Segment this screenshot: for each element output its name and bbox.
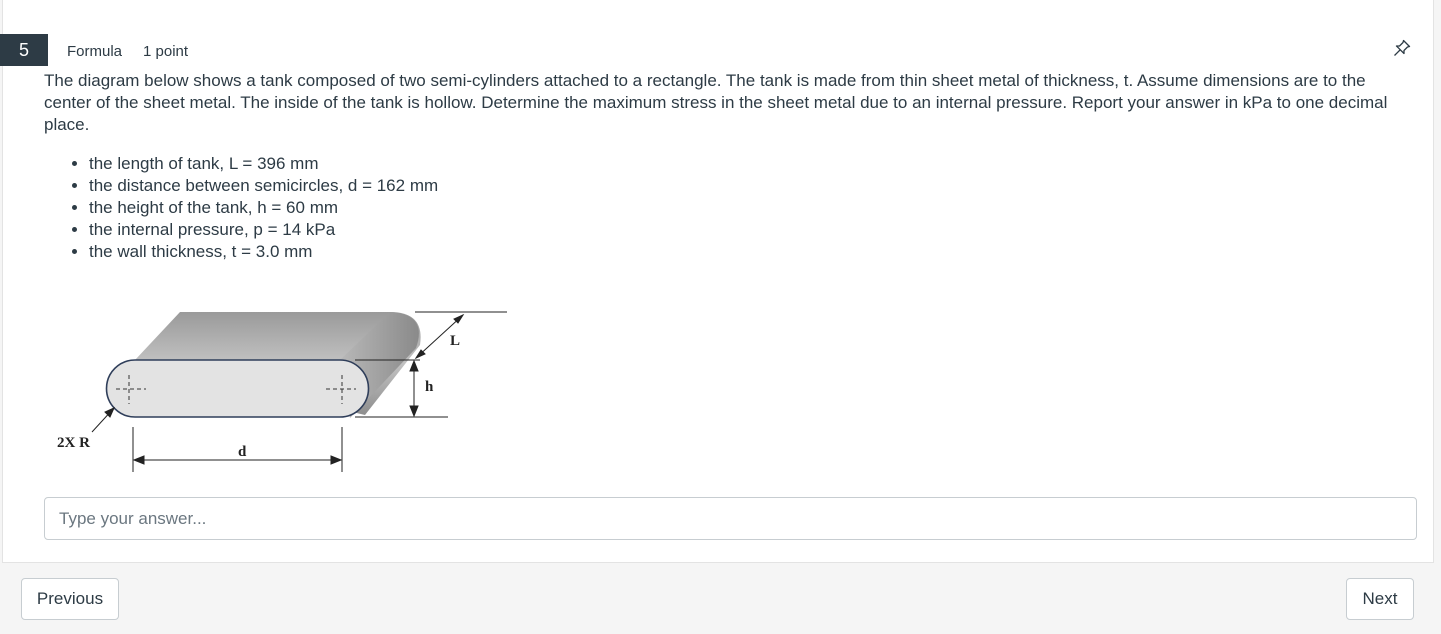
list-item: • the length of tank, L = 396 mm [89,153,438,175]
label-h: h [425,379,434,395]
answer-input[interactable] [44,497,1417,540]
question-points: 1 point [143,43,189,60]
list-item: • the distance between semicircles, d = 162 mm [89,175,438,197]
pin-icon[interactable] [1392,38,1412,58]
list-item: • the wall thickness, t = 3.0 mm [89,241,438,263]
tank-body [107,312,421,418]
label-d: d [238,444,247,460]
question-prompt: The diagram below shows a tank composed of two semi-cylinders attached to a rectangle. The tank is made from thin sheet metal of thickness, t. Assume dimensions are to the center of the sheet metal. The inside of the tank is hollow. Determine the maximum stress in the sheet metal due to an internal pressure. Report your answer in kPa to one decimal place. [44,71,1388,134]
question-number: 5 [0,34,48,66]
next-button[interactable]: Next [1346,578,1414,620]
list-item: • the internal pressure, p = 14 kPa [89,219,438,241]
given-values-list [44,153,438,263]
tank-diagram [50,300,520,485]
list-item: • the height of the tank, h = 60 mm [89,197,438,219]
label-L: L [450,333,461,349]
radius-leader [92,408,114,432]
question-type: Formula [67,43,123,60]
label-R: 2X R [57,435,90,451]
previous-button[interactable]: Previous [21,578,119,620]
